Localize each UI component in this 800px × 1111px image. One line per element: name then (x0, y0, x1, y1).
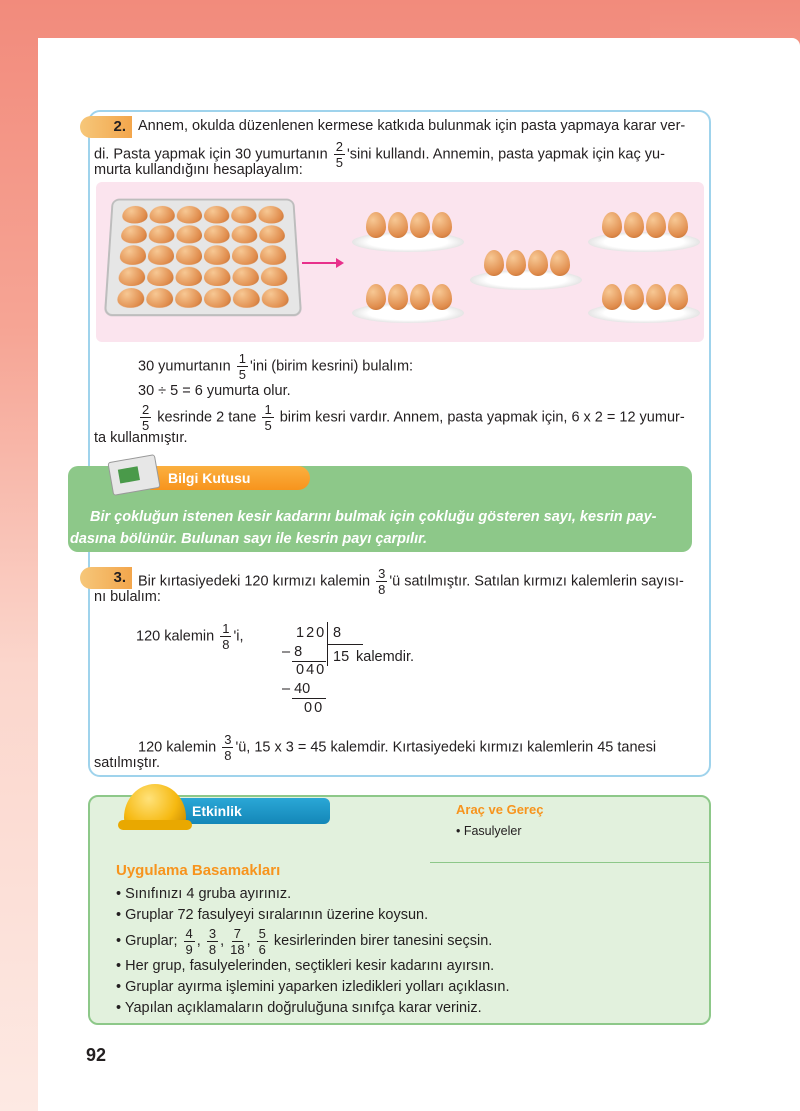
problem-2-number: 2. (80, 116, 132, 138)
egg-icon (204, 266, 231, 285)
egg-icon (176, 246, 202, 265)
egg-icon (147, 266, 174, 285)
arrow-right-icon (302, 262, 340, 264)
page-number: 92 (86, 1045, 107, 1065)
egg-icon (118, 266, 145, 285)
fraction: $\frac{3}{8}$ (378, 566, 386, 597)
step-3: $\frac{2}{5}$ kesrinde 2 tane $\frac{1}{5}$ birim kesri vardır. Annem, pasta yapmak için, 6 x 2 = 12 yumur- (142, 402, 685, 433)
egg-icon (149, 206, 175, 224)
problem-2-line-1: Annem, okulda düzenlenen kermese katkıda bulunmak için pasta yapmaya karar ver- (138, 118, 686, 134)
division-quotient: 15 (333, 649, 350, 665)
materials-title: Araç ve Gereç (456, 802, 544, 817)
egg-icon (261, 288, 289, 308)
step-1: 30 yumurtanın $\frac{1}{5}$ 'ini (birim kesrini) bulalım: (138, 351, 414, 382)
division-bar (327, 644, 363, 645)
plate-eggs (602, 212, 688, 238)
fraction: $\frac{3}{8}$ (208, 925, 217, 957)
step-2: 30 ÷ 5 = 6 yumurta olur. (138, 383, 291, 399)
list-item: • Her grup, fasulyelerinden, seçtikleri kesir kadarını ayırsın. (116, 956, 510, 977)
plate-eggs (602, 284, 688, 310)
division-remainder-1: 040 (296, 662, 327, 678)
egg-icon (233, 288, 260, 308)
activity-title: Etkinlik (170, 798, 330, 824)
fraction: $\frac{5}{6}$ (258, 925, 266, 957)
egg-icon (122, 206, 148, 224)
problem-2-line-3: murta kullandığını hesaplayalım: (94, 162, 303, 178)
problem-2-line-2: di. Pasta yapmak için 30 yumurtanın $\frac{2}{5}$ 'sini kullandı. Annemin, pasta yapmak için kaç yu- (94, 139, 665, 170)
list-item: • Yapılan açıklamaların doğruluğuna sınıfça karar veriniz. (116, 998, 510, 1019)
result-line-2: satılmıştır. (94, 755, 161, 771)
egg-icon (177, 206, 202, 224)
fraction: $\frac{4}{9}$ (185, 925, 193, 957)
division-subtract-1: – 8 (282, 644, 303, 660)
list-item: • Sınıfınızı 4 gruba ayırınız. (116, 884, 510, 905)
division-dividend: 120 (296, 625, 327, 641)
egg-icon (175, 288, 202, 308)
divider (430, 862, 711, 863)
fraction: $\frac{2}{5}$ (335, 139, 343, 170)
division-remainder-2: 00 (304, 700, 325, 716)
egg-tray-icon (104, 199, 302, 317)
materials-item: • Fasulyeler (456, 824, 522, 838)
plate-eggs (366, 284, 452, 310)
division-subtract-2: – 40 (282, 681, 311, 697)
egg-icon (204, 288, 231, 308)
info-box-title: Bilgi Kutusu (150, 466, 310, 490)
egg-icon (231, 225, 257, 243)
egg-icon (119, 246, 146, 265)
egg-icon (175, 266, 202, 285)
egg-icon (148, 225, 174, 243)
egg-icon (204, 206, 229, 224)
egg-icon (259, 225, 286, 243)
egg-icon (231, 206, 257, 224)
problem-3-number: 3. (80, 567, 132, 589)
egg-icon (258, 206, 284, 224)
egg-icon (204, 225, 230, 243)
egg-icon (232, 246, 259, 265)
problem-3-line-1: Bir kırtasiyedeki 120 kırmızı kalemin $\frac{3}{8}$ 'ü satılmıştır. Satılan kırmızı kalemlerin sayısı- (138, 566, 684, 597)
egg-icon (176, 225, 202, 243)
list-item: • Gruplar; $\frac{4}{9}$ , $\frac{3}{8}$ , $\frac{7}{18}$ , $\frac{5}{6}$ kesirlerinden birer tanesini seçsin. (116, 926, 510, 956)
egg-icon (204, 246, 230, 265)
plate-eggs (484, 250, 570, 276)
steps-title: Uygulama Basamakları (116, 862, 281, 879)
egg-icon (232, 266, 259, 285)
list-item: • Gruplar 72 fasulyeyi sıralarının üzerine koysun. (116, 905, 510, 926)
fraction: $\frac{7}{18}$ (230, 925, 245, 957)
problem-3-line-2: nı bulalım: (94, 589, 161, 605)
calc-label: 120 kalemin $\frac{1}{8}$ 'i, (136, 621, 244, 652)
info-box-text: Bir çokluğun istenen kesir kadarını bulmak için çokluğu gösteren sayı, kesrin pay-dasına bölünür. Bulunan sayı ile kesrin payı çarpılır. (70, 509, 657, 547)
fraction: $\frac{1}{5}$ (264, 402, 272, 433)
egg-icon (260, 246, 287, 265)
fraction: $\frac{1}{8}$ (222, 621, 230, 652)
step-4: ta kullanmıştır. (94, 430, 188, 446)
result-line-1: 120 kalemin $\frac{3}{8}$ 'ü, 15 x 3 = 45 kalemdir. Kırtasiyedeki kırmızı kalemlerin 45 tanesi (138, 732, 657, 763)
egg-icon (121, 225, 148, 243)
list-item: • Gruplar ayırma işlemini yaparken izledikleri yolları açıklasın. (116, 977, 510, 998)
egg-icon (117, 288, 145, 308)
egg-icon (260, 266, 287, 285)
fraction: $\frac{2}{5}$ (142, 402, 150, 433)
fraction: $\frac{1}{5}$ (238, 351, 246, 382)
steps-list (116, 884, 510, 1019)
fraction: $\frac{3}{8}$ (224, 732, 232, 763)
division-divisor: 8 (333, 625, 342, 641)
egg-icon (146, 288, 173, 308)
egg-icon (148, 246, 175, 265)
division-result-label: kalemdir. (356, 649, 415, 665)
plate-eggs (366, 212, 452, 238)
